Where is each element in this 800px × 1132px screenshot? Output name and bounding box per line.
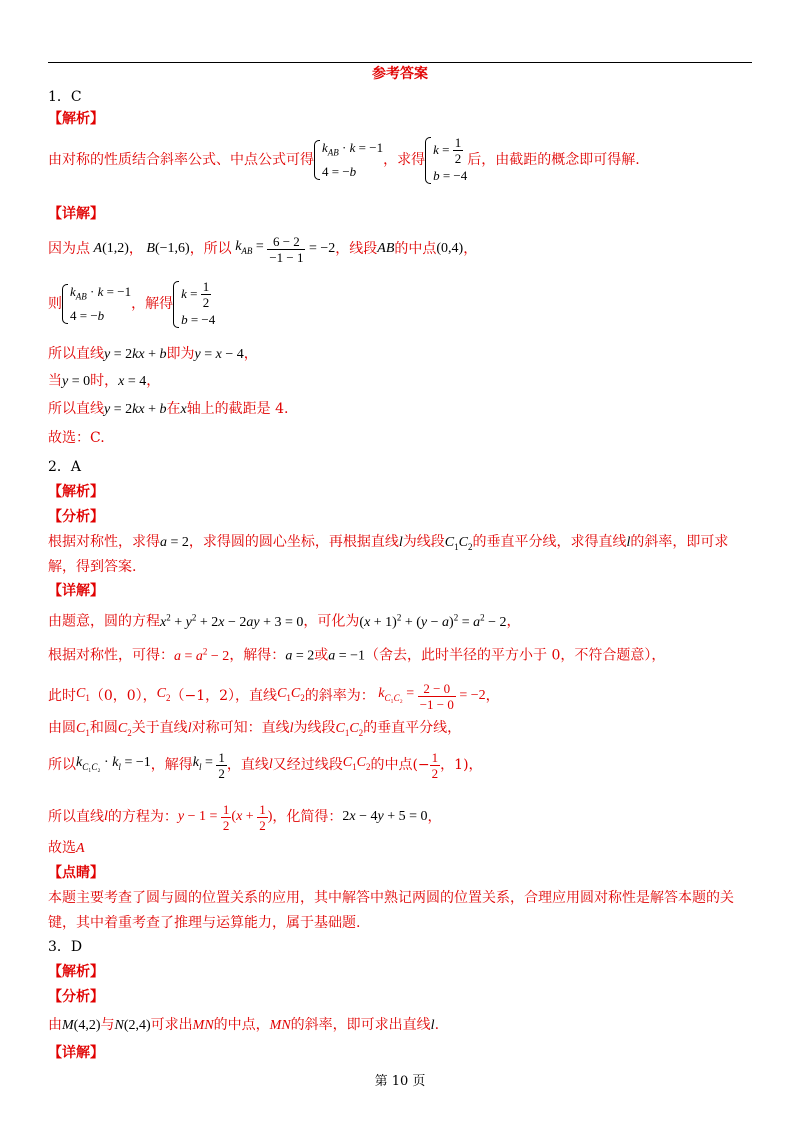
q2-xiangjie-heading: 【详解】 xyxy=(48,583,104,599)
q2-detail-line-2: 根据对称性，可得：$a = a^2 - 2$，解得：a = 2或a = −1（舍去，此时半径的平方小于 0，不符合题意）， xyxy=(48,646,666,664)
q2-detail-line-4: 由圆$C_1$和圆$C_2$关于直线l对称可知：直线l为线段$C_1C_2$的垂直平分线， xyxy=(48,720,462,738)
q2-jiexi-heading: 【解析】 xyxy=(48,484,104,500)
q1-detail-line-1: 因为点 A(1,2) ， B(−1,6) ，所以 $k_{AB}$ = $\frac{6 - 2}{-1 - 1}$ = −2 ，线段 AB 的中点 (0,4) ， xyxy=(48,233,478,265)
q2-summary-line-1: 本题主要考查了圆与圆的位置关系的应用，其中解答中熟记两圆的位置关系，合理应用圆对称性是解答本题的关 xyxy=(48,890,734,906)
q1-label: 1．C xyxy=(48,89,82,105)
q3-fenxi-heading: 【分析】 xyxy=(48,989,104,1005)
q1-analysis-line: 由对称的性质结合斜率公式、中点公式可得 $k_{AB} \cdot k = -1$ 4 = −b ，求得 k = $\frac{1}{2}$ b = −4 后，由截距的概念即可得解. xyxy=(48,132,640,188)
q2-summary-line-2: 键，其中着重考查了推理与运算能力，属于基础题. xyxy=(48,915,361,931)
q3-xiangjie-heading: 【详解】 xyxy=(48,1045,104,1061)
q1-detail-line-2: 则 $k_{AB} \cdot k = -1$ 4 = −b ，解得 k = $\frac{1}{2}$ b = −4 xyxy=(48,276,215,332)
q2-detail-line-5: 所以 $k_{C_1C_2} \cdot k_l = -1$ ，解得 $k_l$ = $\frac{1}{2}$ ，直线 l 又经过线段 $C_1C_2$ 的中点(− $\frac{1}{2}$ ，1)， xyxy=(48,749,483,781)
q2-detail-line-6: 所以直线 l 的方程为： y − 1 = $\frac{1}{2}$ (x + $\frac{1}{2}$ ) ，化简得： 2x − 4y + 5 = 0 ， xyxy=(48,801,442,833)
q1-choice: 故选：C. xyxy=(48,430,105,446)
q2-choice: 故选A xyxy=(48,840,85,856)
q2-analysis-line-2: 解，得到答案. xyxy=(48,559,137,575)
q2-analysis-line-1: 根据对称性，求得a = 2，求得圆的圆心坐标，再根据直线l为线段$C_1C_2$的垂直平分线，求得直线l的斜率，即可求 xyxy=(48,534,729,552)
q2-fenxi-heading: 【分析】 xyxy=(48,509,104,525)
q3-jiexi-heading: 【解析】 xyxy=(48,964,104,980)
q1-system-1: $k_{AB} \cdot k = -1$ 4 = −b xyxy=(314,138,383,183)
q2-detail-line-3: 此时 $C_1$ （0，0）， $C_2$ （−1，2），直线 $C_1C_2$ 的斜率为： $k_{C_1C_2}$ = $\frac{2 - 0}{-1 - 0}$ = −2 ， xyxy=(48,680,500,712)
q3-label: 3．D xyxy=(48,939,83,955)
q1-xiangjie-heading: 【详解】 xyxy=(48,206,104,222)
q2-label: 2．A xyxy=(48,459,82,475)
q2-detail-line-1: 由题意，圆的方程$x^2 + y^2 + 2x - 2ay + 3 = 0$，可化为$(x + 1)^2 + (y - a)^2 = a^2 - 2$， xyxy=(48,612,521,630)
q1-jiexi-heading: 【解析】 xyxy=(48,111,104,127)
q1-system-2: k = $\frac{1}{2}$ b = −4 xyxy=(425,135,467,186)
q1-detail-line-5: 所以直线y = 2kx + b在x轴上的截距是 4. xyxy=(48,401,289,417)
page-number: 第 10 页 xyxy=(374,1074,426,1089)
q2-dianjing-heading: 【点睛】 xyxy=(48,865,104,881)
q1-detail-line-4: 当y = 0时，x = 4， xyxy=(48,373,161,389)
page-title: 参考答案 xyxy=(372,66,428,82)
q3-analysis-line: 由M(4,2)与N(2,4)可求出MN的中点，MN的斜率，即可求出直线l. xyxy=(48,1017,440,1033)
q1-detail-line-3: 所以直线y = 2kx + b即为y = x − 4， xyxy=(48,346,258,362)
